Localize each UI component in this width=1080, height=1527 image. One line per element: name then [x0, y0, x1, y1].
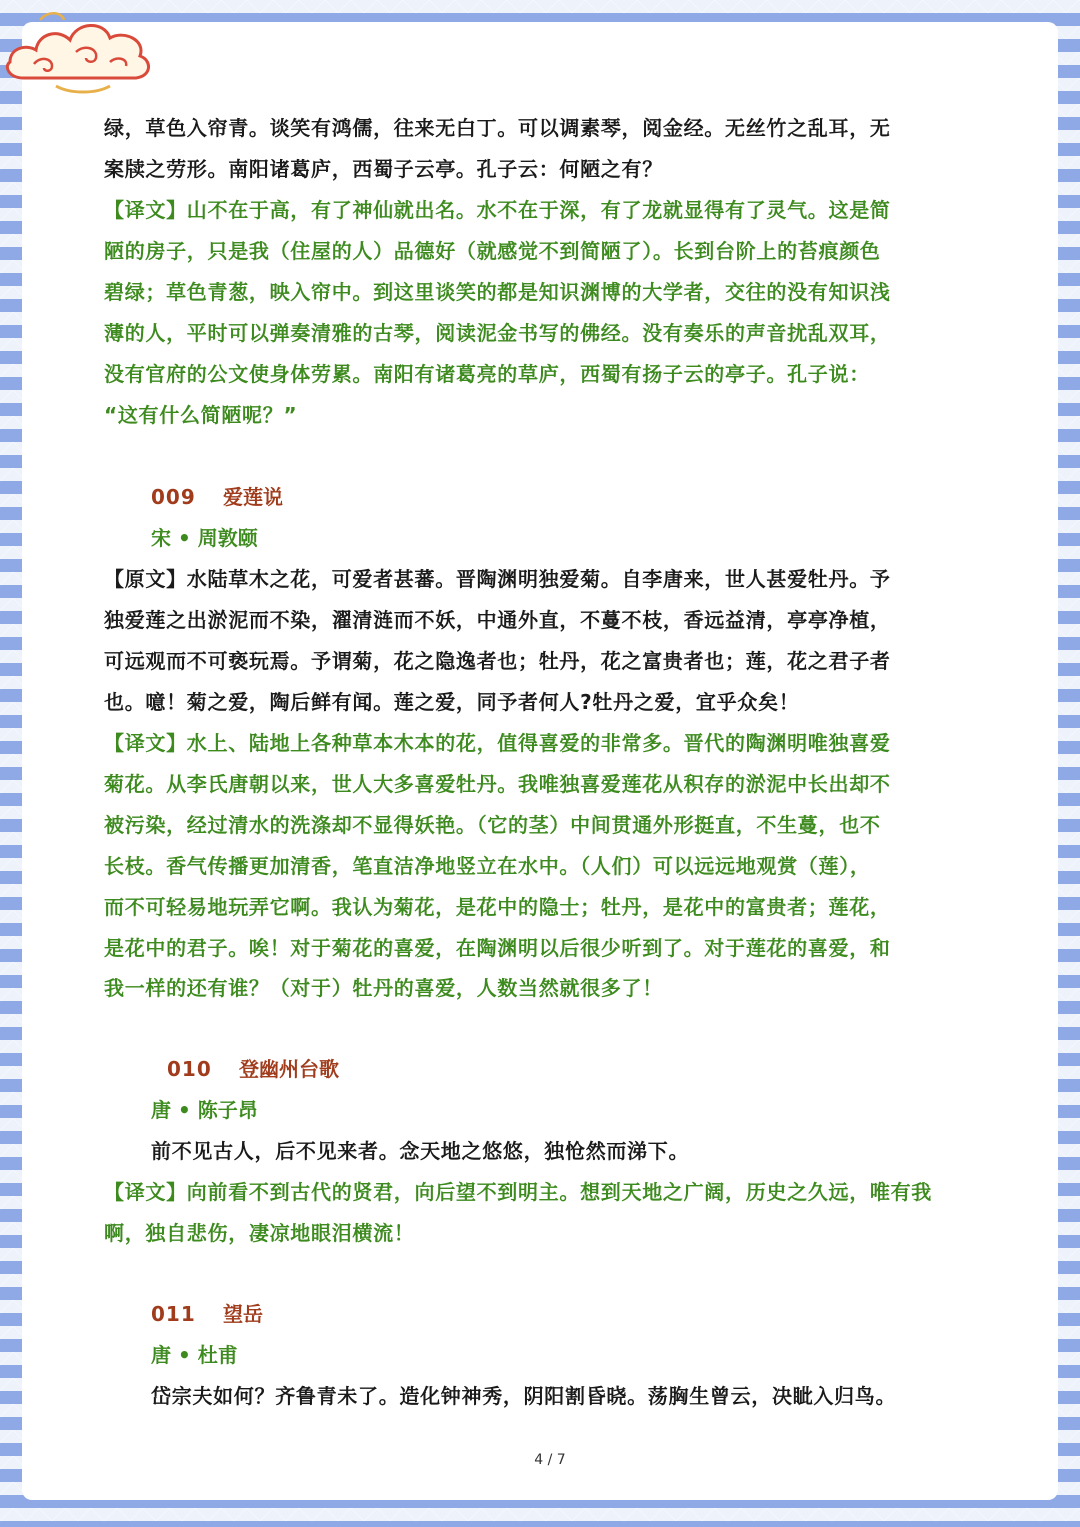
- translation-text-line: 【译文】山不在于高，有了神仙就出名。水不在于深，有了龙就显得有了灵气。这是简: [104, 198, 891, 222]
- section-number: 011: [151, 1302, 196, 1326]
- translation-text-line: 碧绿；草色青葱，映入帘中。到这里谈笑的都是知识渊博的大学者，交往的没有知识浅: [104, 280, 891, 304]
- translation-text-line: 啊，独自悲伤，凄凉地眼泪横流！: [104, 1221, 415, 1245]
- section-heading: [151, 1302, 263, 1326]
- section-author: 唐 • 杜甫: [151, 1343, 238, 1367]
- original-text-line: 【原文】水陆草木之花，可爱者甚蕃。晋陶渊明独爱菊。自李唐来，世人甚爱牡丹。予: [104, 567, 891, 591]
- original-text-line: 可远观而不可亵玩焉。予谓菊，花之隐逸者也；牡丹，花之富贵者也；莲，花之君子者: [104, 649, 891, 673]
- section-title: 望岳: [223, 1302, 263, 1326]
- auspicious-cloud-icon: [0, 0, 160, 100]
- original-text-line: 岱宗夫如何？齐鲁青未了。造化钟神秀，阴阳割昏晓。荡胸生曾云，决眦入归鸟。: [151, 1384, 897, 1408]
- original-text-line: 独爱莲之出淤泥而不染，濯清涟而不妖，中通外直，不蔓不枝，香远益清，亭亭净植，: [104, 608, 891, 632]
- section-number: 010: [167, 1057, 212, 1081]
- section-title: 登幽州台歌: [239, 1057, 339, 1081]
- page-indicator: 4 / 7: [534, 1452, 566, 1468]
- section-author: 唐 • 陈子昂: [151, 1098, 258, 1122]
- original-text-line: 前不见古人，后不见来者。念天地之悠悠，独怆然而涕下。: [151, 1139, 690, 1163]
- section-heading: [151, 485, 283, 509]
- translation-text-line: 没有官府的公文使身体劳累。南阳有诸葛亮的草庐，西蜀有扬子云的亭子。孔子说：: [104, 362, 870, 386]
- original-text-line: 绿，草色入帘青。谈笑有鸿儒，往来无白丁。可以调素琴，阅金经。无丝竹之乱耳，无: [104, 116, 891, 140]
- original-text-line: 也。噫！菊之爱，陶后鲜有闻。莲之爱，同予者何人?牡丹之爱，宜乎众矣！: [104, 690, 800, 714]
- section-number: 009: [151, 485, 196, 509]
- translation-text-line: 菊花。从李氏唐朝以来，世人大多喜爱牡丹。我唯独喜爱莲花从积存的淤泥中长出却不: [104, 772, 891, 796]
- translation-text-line: 被污染，经过清水的洗涤却不显得妖艳。（它的茎）中间贯通外形挺直，不生蔓，也不: [104, 813, 881, 837]
- translation-text-line: 长枝。香气传播更加清香，笔直洁净地竖立在水中。（人们）可以远远地观赏（莲），: [104, 854, 871, 878]
- section-heading: [167, 1057, 339, 1081]
- translation-text-line: 薄的人，平时可以弹奏清雅的古琴，阅读泥金书写的佛经。没有奏乐的声音扰乱双耳，: [104, 321, 891, 345]
- original-text-line: 案牍之劳形。南阳诸葛庐，西蜀子云亭。孔子云：何陋之有？: [104, 157, 663, 181]
- translation-text-line: 陋的房子，只是我（住屋的人）品德好（就感觉不到简陋了）。长到台阶上的苔痕颜色: [104, 239, 881, 263]
- translation-text-line: “这有什么简陋呢？”: [104, 403, 298, 427]
- section-title: 爱莲说: [223, 485, 283, 509]
- translation-text-line: 【译文】水上、陆地上各种草本木本的花，值得喜爱的非常多。晋代的陶渊明唯独喜爱: [104, 731, 891, 755]
- translation-text-line: 【译文】向前看不到古代的贤君，向后望不到明主。想到天地之广阔，历史之久远，唯有我: [104, 1180, 932, 1204]
- section-author: 宋 • 周敦颐: [151, 526, 258, 550]
- translation-text-line: 我一样的还有谁？（对于）牡丹的喜爱，人数当然就很多了！: [104, 976, 663, 1000]
- translation-text-line: 是花中的君子。唉！对于菊花的喜爱，在陶渊明以后很少听到了。对于莲花的喜爱，和: [104, 936, 891, 960]
- translation-text-line: 而不可轻易地玩弄它啊。我认为菊花，是花中的隐士；牡丹，是花中的富贵者；莲花，: [104, 895, 891, 919]
